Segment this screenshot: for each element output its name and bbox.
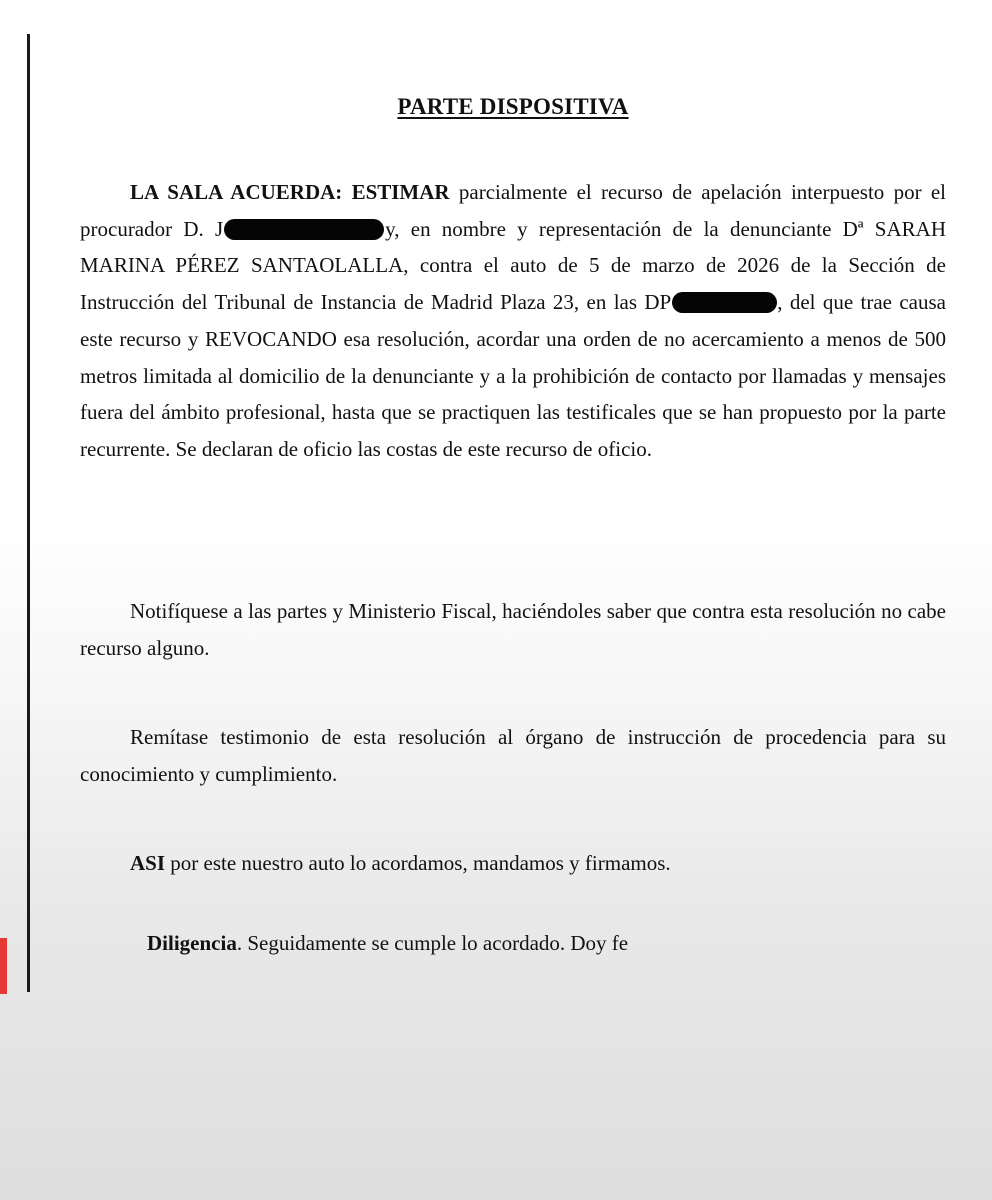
main-paragraph xyxy=(80,174,946,468)
main-paragraph-text-2: y, en nombre y representación de la denunciante Dª SARAH MARINA PÉREZ SANTAOLALLA, contra el auto de 5 de marzo de 2026 de la Sección de Instrucción del Tribunal de Instancia de Madrid Plaza 23, en las DP xyxy=(80,216,946,315)
remit-paragraph xyxy=(80,719,946,792)
diligencia-paragraph-lead: Diligencia xyxy=(147,931,237,955)
main-paragraph-text-3: , del que trae causa este recurso y REVOCANDO esa resolución, acordar una orden de no acercamiento a menos de 500 metros limitada al domicilio de la denunciante y a la prohibición de contacto por llamadas y mensajes fuera del ámbito profesional, hasta que se practiquen las testificales que se han propuesto por la parte recurrente. Se declaran de oficio las costas de este recurso de oficio. xyxy=(80,290,946,461)
asi-paragraph-text: por este nuestro auto lo acordamos, mandamos y firmamos. xyxy=(165,851,671,875)
left-margin-rule xyxy=(27,34,30,992)
main-paragraph-text-1: parcialmente el recurso de apelación interpuesto por el procurador D. J xyxy=(80,180,947,241)
asi-paragraph xyxy=(80,845,946,882)
main-paragraph-lead: LA SALA ACUERDA: ESTIMAR xyxy=(130,180,450,204)
diligencia-paragraph-text: . Seguidamente se cumple lo acordado. Doy fe xyxy=(236,931,629,955)
notify-paragraph-text: Notifíquese a las partes y Ministerio Fiscal, haciéndoles saber que contra esta resolución no cabe recurso alguno. xyxy=(80,599,946,660)
document-heading: PARTE DISPOSITIVA xyxy=(397,94,629,119)
notify-paragraph xyxy=(80,593,946,666)
asi-paragraph-lead: ASI xyxy=(130,851,166,875)
redaction-mark-procurador xyxy=(224,219,384,240)
remit-paragraph-text: Remítase testimonio de esta resolución al órgano de instrucción de procedencia para su conocimiento y cumplimiento. xyxy=(80,725,946,786)
diligencia-paragraph xyxy=(80,925,946,962)
red-edge-marker xyxy=(0,938,7,994)
redaction-mark-dp-number xyxy=(672,292,777,313)
